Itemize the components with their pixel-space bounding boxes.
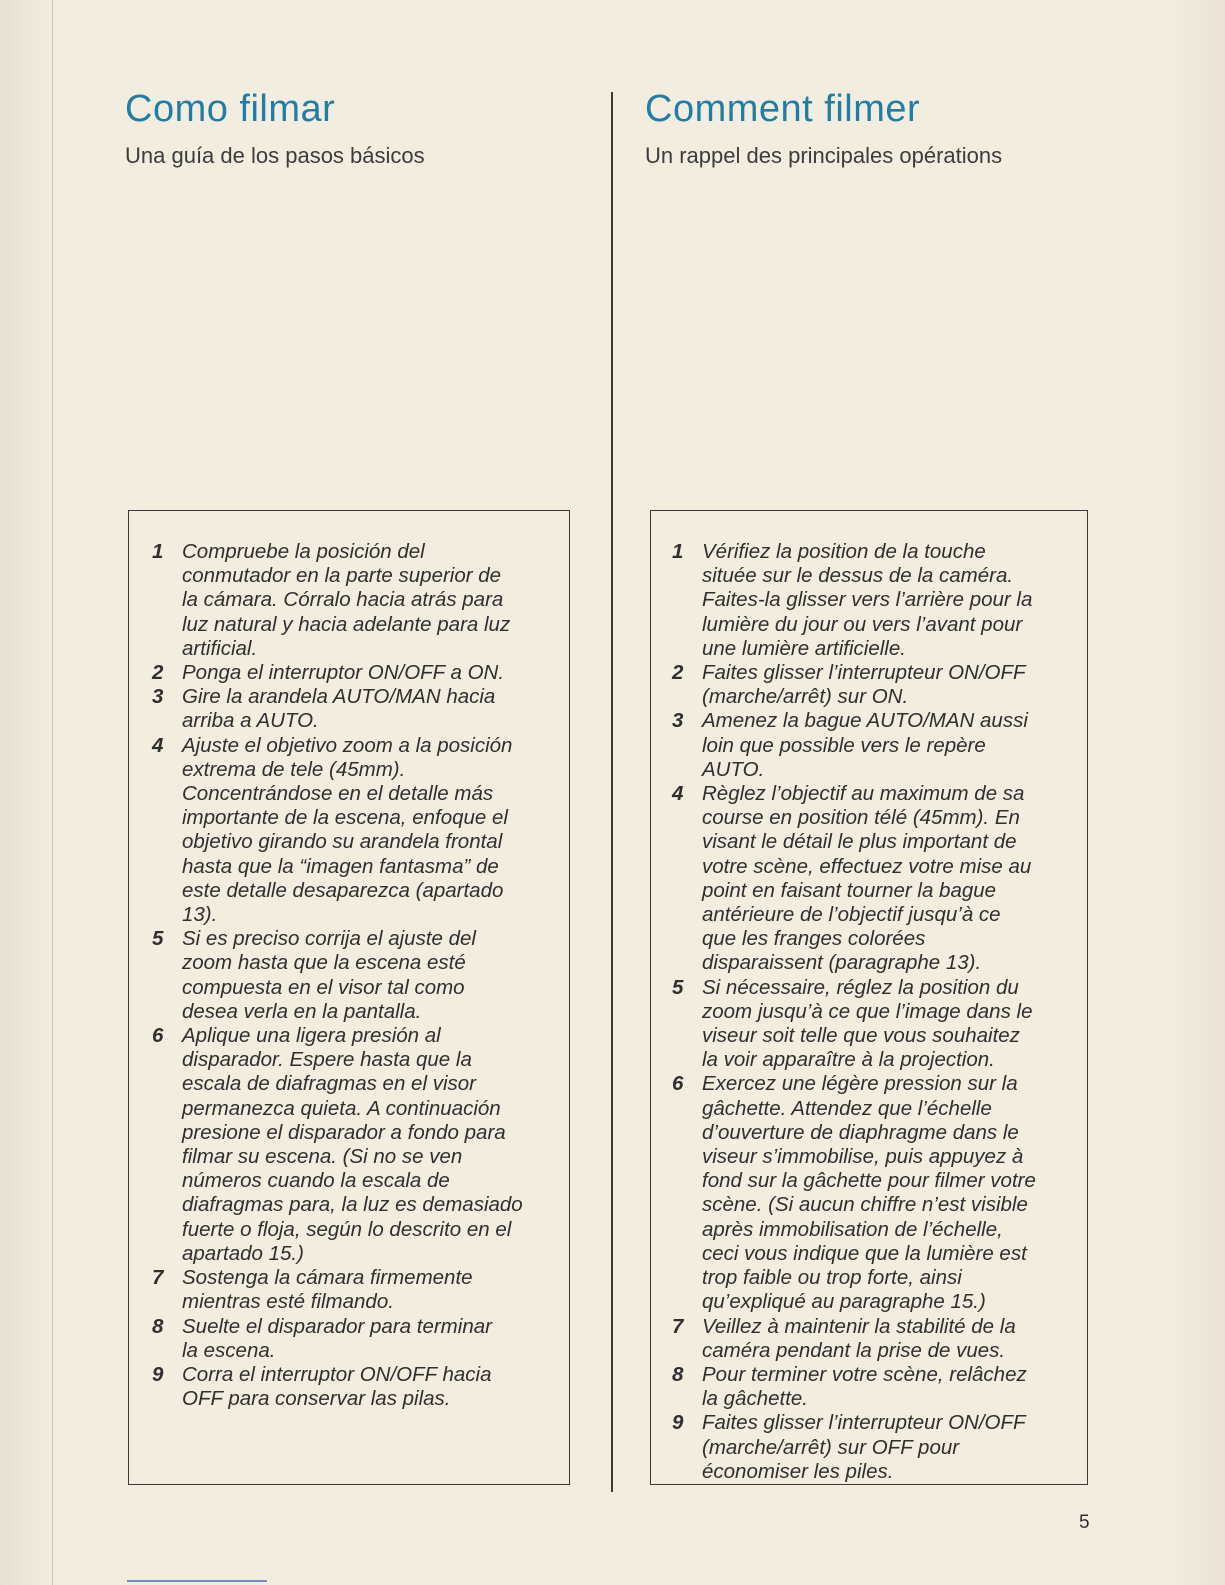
scan-mark [127,1580,267,1582]
step-text: Faites glisser l’interrupteur ON/OFF (marche/arrêt) sur OFF pour économiser les piles. [702,1411,1026,1483]
step-text: Exercez une légère pression sur la gâchette. Attendez que l’échelle d’ouverture de diaphragme dans le viseur s’immobilise, puis appuyez à fond sur la gâchette pour filmer votre scène. (Si aucun chiffre n’est visible après immobilisation de l’échelle, ceci vous indique que la lumière est trop faible ou trop forte, ainsi qu’expliqué au paragraphe 15.) [702,1072,1036,1314]
right-step-3 [672,709,1072,782]
right-step-2 [672,661,1072,709]
step-number: 3 [152,685,164,709]
step-number: 9 [152,1362,164,1386]
step-number: 5 [672,975,684,999]
step-number: 6 [672,1072,684,1096]
step-text: Si nécessaire, réglez la position du zoom jusqu’à ce que l’image dans le viseur soit telle que vous souhaitez la voir apparaître à la projection. [702,975,1033,1072]
step-number: 8 [152,1314,164,1338]
right-step-7 [672,1315,1072,1363]
left-step-9 [152,1363,557,1411]
step-number: 7 [672,1314,684,1338]
step-text: Corra el interruptor ON/OFF hacia OFF para conservar las pilas. [182,1362,492,1411]
step-text: Vérifiez la position de la touche située sur le dessus de la caméra. Faites-la glisser vers l’arrière pour la lumière du jour ou vers l’avant pour une lumière artificielle. [702,540,1033,660]
right-step-4 [672,782,1072,976]
right-steps-list [672,540,1072,1484]
left-step-8 [152,1315,557,1363]
step-text: Si es preciso corrija el ajuste del zoom hasta que la escena esté compuesta en el visor tal como desea verla en la pantalla. [182,927,476,1023]
left-subtitle: Una guía de los pasos básicos [125,143,425,168]
step-text: Compruebe la posición del conmutador en la parte superior de la cámara. Córralo hacia atrás para luz natural y hacia adelante para luz artificial. [182,540,511,660]
step-number: 4 [152,733,164,757]
step-number: 1 [152,540,164,563]
left-step-4 [152,734,557,928]
left-steps-list [152,540,557,1411]
page-number: 5 [1079,1512,1090,1533]
step-text: Ajuste el objetivo zoom a la posición extrema de tele (45mm). Concentrándose en el detalle más importante de la escena, enfoque el objetivo girando su arandela frontal hasta que la “imagen fantasma” de este detalle desaparezca (apartado 13). [182,733,513,927]
binding-crease [52,0,53,1585]
step-text: Sostenga la cámara firmemente mientras esté filmando. [182,1266,473,1314]
step-text: Amenez la bague AUTO/MAN aussi loin que possible vers le repère AUTO. [702,709,1028,781]
left-step-1 [152,540,557,661]
step-number: 4 [672,782,684,806]
left-step-3 [152,685,557,733]
step-text: Gire la arandela AUTO/MAN hacia arriba a AUTO. [182,685,496,733]
right-step-1 [672,540,1072,661]
step-text: Règlez l’objectif au maximum de sa course en position télé (45mm). En visant le détail le plus important de votre scène, effectuez votre mise au point en faisant tourner la bague antérieure de l’objectif jusqu’à ce que les franges colorées disparaissent (paragraphe 13). [702,782,1032,975]
step-number: 2 [672,661,684,685]
step-number: 8 [672,1362,684,1386]
step-text: Faites glisser l’interrupteur ON/OFF (marche/arrêt) sur ON. [702,661,1026,709]
page-binding [0,0,60,1585]
step-text: Veillez à maintenir la stabilité de la caméra pendant la prise de vues. [702,1314,1016,1362]
step-text: Ponga el interruptor ON/OFF a ON. [182,661,505,685]
right-step-9 [672,1411,1072,1484]
step-number: 1 [672,540,684,563]
right-step-5 [672,976,1072,1073]
step-number: 5 [152,927,164,951]
left-step-5 [152,927,557,1024]
page-edge [1163,0,1225,1585]
step-number: 7 [152,1266,164,1290]
step-text: Aplique una ligera presión al disparador. Espere hasta que la escala de diafragmas en el visor permanezca quieta. A continuación presione el disparador a fondo para filmar su escena. (Si no se ven números cuando la escala de diafragmas para, la luz es demasiado fuerte o floja, según lo descrito en el apartado 15.) [182,1024,523,1265]
right-subtitle: Un rappel des principales opérations [645,143,1003,168]
step-number: 9 [672,1411,684,1435]
step-text: Suelte el disparador para terminar la escena. [182,1314,492,1362]
right-title: Comment filmer [645,88,921,130]
left-step-7 [152,1266,557,1314]
left-title: Como filmar [125,88,336,130]
column-divider [611,92,613,1492]
step-number: 2 [152,661,164,685]
right-step-8 [672,1363,1072,1411]
right-step-6 [672,1072,1072,1314]
step-number: 3 [672,709,684,733]
step-text: Pour terminer votre scène, relâchez la gâchette. [702,1362,1027,1411]
step-number: 6 [152,1024,164,1048]
left-step-2 [152,661,557,685]
left-step-6 [152,1024,557,1266]
